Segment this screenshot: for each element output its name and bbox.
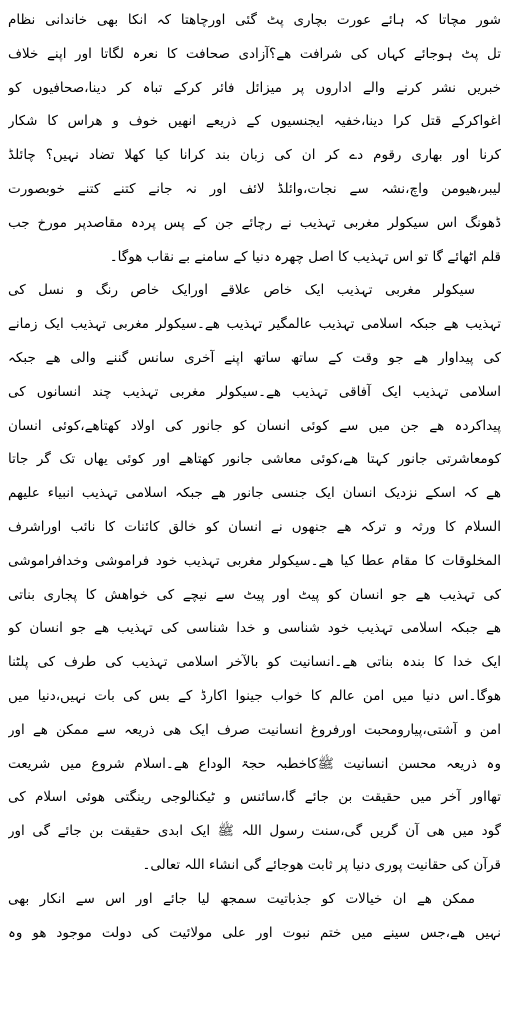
text-line: نہیں ھے،جس سینے میں ختم نبوت اور علی مولائیت کی دولت موجود ھو وہ: [8, 924, 501, 941]
text-line: ھے کہ اسکے نزدیک انسان ایک جنسی جانور ھے جبکہ اسلامی تہذیب انبیاء علیھم: [8, 485, 501, 502]
text-line: کی پیداوار ھے جو وقت کے ساتھ ساتھ اپنے آخری سانس گننے والی ھے جبکہ: [8, 349, 501, 366]
text-line: ھوگا۔اس دنیا میں امن عالم کا خواب جینوا اکارڈ کے بس کی بات نہیں،دنیا میں: [8, 687, 501, 704]
article-text: [8, 4, 501, 950]
text-line: تہذیب ھے جبکہ اسلامی تہذیب عالمگیر تہذیب ھے۔سیکولر مغربی تہذیب ایک زمانے: [8, 316, 501, 333]
text-line: قرآن کی حقانیت پوری دنیا پر ثابت ھوجائے گی انشاء اللہ تعالی۔: [142, 856, 501, 873]
text-line: خبریں نشر کرنے والے اداروں پر میزائل فائر کرکے تباہ کر دینا،صحافیوں کو: [8, 79, 501, 96]
text-line: کومعاشرتی جانور کہتا ھے،کوئی معاشی جانور کھتاھے اور کوئی یھاں تک گر جاتا: [8, 451, 501, 468]
text-line: اسلامی تہذیب ایک آفاقی تہذیب ھے۔سیکولر مغربی تہذیب چند انسانوں کی: [8, 383, 501, 400]
text-line: کرنا اور بھاری رقوم دے کر ان کی زبان بند کرانا کیا کھلا تضاد نہیں؟ چائلڈ: [8, 147, 501, 164]
text-line: وہ ذریعہ محسن انسانیت ﷺکاخطبہ حجۃ الوداع ھے۔اسلام شروع میں شریعت: [8, 755, 501, 772]
text-line: تل پٹ ہوجائے کہاں کی شرافت ھے؟آزادی صحافت کا نعرہ لگاتا اور اپنے خلاف: [8, 45, 501, 62]
paragraph-first-line: ممکن ھے ان خیالات کو جذباتیت سمجھ لیا جائے اور اس سے انکار بھی: [8, 890, 475, 907]
text-line: قلم اٹھائے گا تو اس تہذیب کا اصل چھرہ دنیا کے سامنے بے نقاب ھوگا۔: [109, 248, 501, 265]
text-line: ھے جبکہ اسلامی تہذیب خود شناسی و خدا شناسی کی تہذیب ھے جو انسان کو: [8, 620, 501, 637]
text-line: ایک خدا کا بندہ بناتی ھے۔انسانیت کو بالآخر اسلامی تہذیب کی طرف کی پلٹنا: [8, 654, 501, 671]
text-line: گود میں ھی آن گریں گی،سنت رسول اللہ ﷺ ایک ابدی حقیقت بن جائے گی اور: [8, 823, 501, 840]
paragraph-first-line: سیکولر مغربی تہذیب ایک خاص علاقے اورایک خاص رنگ و نسل کی: [8, 282, 475, 299]
text-line: شور مچاتا کہ ہائے عورت بچاری پٹ گئی اورچاھتا کہ انکا بھی خاندانی نظام: [8, 12, 501, 28]
text-line: پیداکردہ ھے جن میں سے کوئی انسان کو جانور کی اولاد کھتاھے،کوئی انسان: [8, 417, 501, 434]
text-line: المخلوقات کا مقام عطا کیا ھے۔سیکولر مغربی تہذیب خود فراموشی وخدافراموشی: [8, 552, 501, 569]
text-line: تھااور آخر میں حقیقت بن جائے گا،سائنس و ٹیکنالوجی رینگتی ھوئی اسلام کی: [8, 789, 501, 806]
text-line: امن و آشتی،پیارومحبت اورفروغ انسانیت صرف ایک ھی ذریعہ سے ممکن ھے اور: [8, 721, 501, 738]
text-line: کی تہذیب ھے جو انسان کو پیٹ اور پیٹ سے نیچے کی خواھش کا پجاری بناتی: [8, 586, 501, 603]
text-line: اغواکرکے قتل کرا دینا،خفیہ ایجنسیوں کے ذریعے انھیں خوف و ھراس کا شکار: [8, 113, 501, 130]
text-line: السلام کا ورثہ و ترکہ ھے جنھوں نے انسان کو خالق کائنات کا نائب اوراشرف: [8, 518, 501, 535]
text-line: لیبر،ھیومن واچ،نشہ سے نجات،وائلڈ لائف اور نہ جانے کتنے کتنے خوبصورت: [8, 180, 501, 197]
text-line: ڈھونگ اس سیکولر مغربی تہذیب نے رچائے جن کے پس پردہ مقاصدپر مورخ جب: [8, 214, 501, 231]
